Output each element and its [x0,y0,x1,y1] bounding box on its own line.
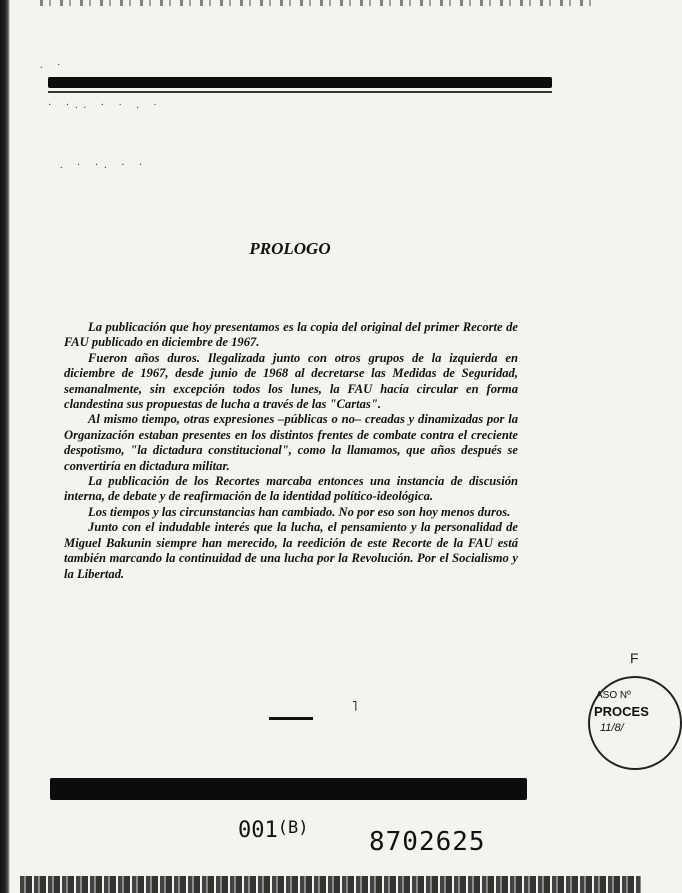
scan-speckles: . · [40,60,67,71]
scan-top-noise [40,0,600,6]
bottom-heavy-rule [50,778,527,800]
paragraph: Fueron años duros. Ilegalizada junto con otros grupos de la izquierda en diciembre de 1967, desde junio de 1968 al decretarse las Medidas de Seguridad, semanalmente, sin excepción todos los lunes, la FAU hacía circular en forma clandestina sus propuestas de lucha a través de las "Cartas". [64,350,518,412]
stamp-corner-mark: F [630,650,639,666]
prologue-body [64,320,518,582]
bracket-mark: ˥ [352,700,358,715]
stamp-line: 11/8/ [600,722,624,734]
stamp-line: ASO Nº [596,690,631,701]
scan-speckles: · ·.. · · . · [48,100,163,111]
archive-stamp [588,676,682,770]
paragraph: Al mismo tiempo, otras expresiones –públicas o no– creadas y dinamizadas por la Organización estaban presentes en los distintos frentes de combate contra el creciente despotismo, "la dictadura constitucional", como la llamamos, que años después se convertiría en dictadura militar. [64,412,518,473]
paragraph: Junto con el indudable interés que la lucha, el pensamiento y la personalidad de Miguel Bakunin siempre han merecido, la reedición de este Recorte de la FAU está también marcando la continuidad de una lucha por la Revolución. Por el Socialismo y la Libertad. [64,520,518,581]
scan-speckles: . · ·. · · [60,160,149,171]
page-number [238,818,308,843]
stamp-line: PROCES [594,704,649,719]
page-title: PROLOGO [249,239,331,258]
section-end-rule [269,717,313,720]
page-number-value: 001 [238,818,278,843]
paragraph: La publicación de los Recortes marcaba entonces una instancia de discusión interna, de debate y de reafirmación de la identidad político-ideológica. [64,474,518,504]
scan-bottom-noise [20,876,641,893]
page-number-handwritten: (B) [277,818,309,838]
top-thin-rule [48,91,552,93]
scan-left-edge [0,0,10,893]
document-number: 8702625 [369,827,486,857]
paragraph: La publicación que hoy presentamos es la copia del original del primer Recorte de FAU publicado en diciembre de 1967. [64,320,518,350]
top-heavy-rule [48,77,552,88]
paragraph: Los tiempos y las circunstancias han cambiado. No por eso son hoy menos duros. [88,504,511,519]
